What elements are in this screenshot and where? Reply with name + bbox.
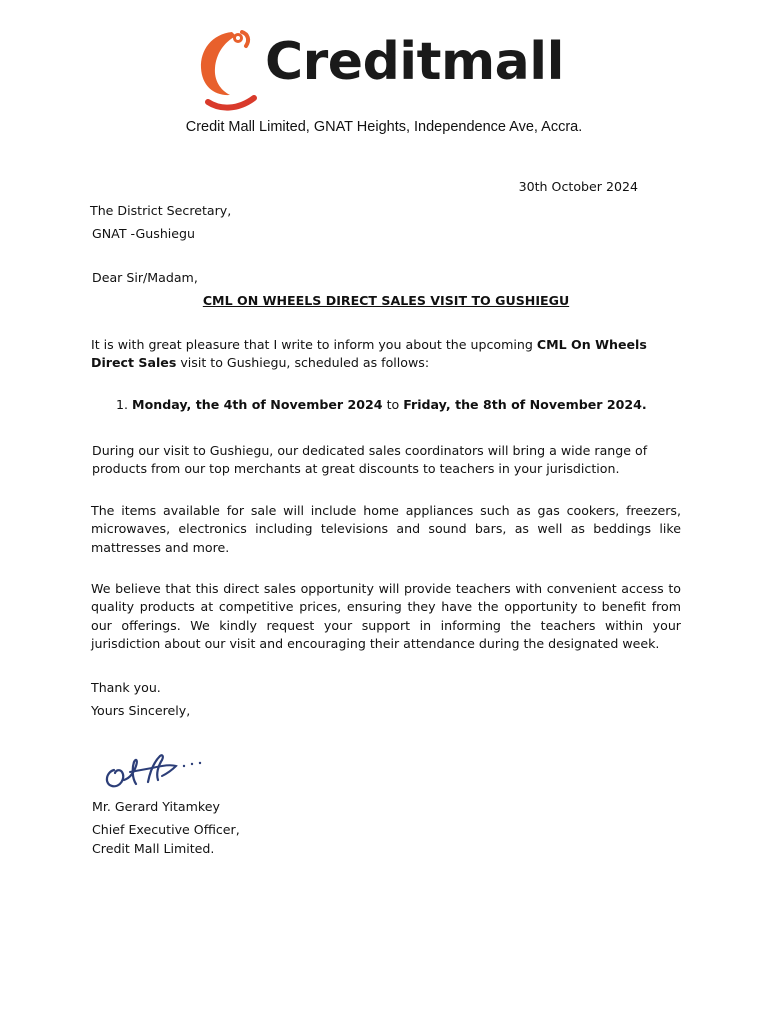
creditmall-logo-icon bbox=[198, 28, 260, 116]
company-logo bbox=[198, 28, 578, 116]
signature-dot-3 bbox=[199, 762, 201, 764]
schedule-item bbox=[116, 396, 647, 414]
intro-text-end: visit to Gushiegu, scheduled as follows: bbox=[176, 355, 430, 371]
intro-program-name: CML On Wheels Direct Sales bbox=[91, 337, 647, 371]
intro-text-start: It is with great pleasure that I write to inform you about the upcoming bbox=[91, 337, 537, 352]
handwritten-signature bbox=[100, 748, 210, 794]
company-address: Credit Mall Limited, GNAT Heights, Independence Ave, Accra. bbox=[185, 119, 583, 135]
letter-date: 30th October 2024 bbox=[518, 179, 638, 194]
signature-dot-2 bbox=[191, 763, 193, 765]
logo-hook-shape bbox=[242, 32, 248, 46]
recipient-title: The District Secretary, bbox=[90, 203, 232, 218]
signer-title: Chief Executive Officer, bbox=[92, 822, 240, 837]
belief-paragraph: We believe that this direct sales opportunity will provide teachers with convenient access to quality products at competitive prices, ensuring they have the opportunity to benefit from our offerings. We kindly request your support in informing the teachers within your jurisdiction about our visit and encouraging their attendance during the designated week. bbox=[91, 581, 681, 652]
intro-paragraph bbox=[91, 336, 681, 373]
visit-paragraph: During our visit to Gushiegu, our dedicated sales coordinators will bring a wide range of products from our top merchants at great discounts to teachers in your jurisdiction. bbox=[92, 443, 648, 477]
logo-crescent-shape bbox=[201, 32, 236, 95]
signature-stroke-5 bbox=[152, 765, 176, 776]
closing-line: Yours Sincerely, bbox=[91, 703, 191, 718]
letter-subject: CML ON WHEELS DIRECT SALES VISIT TO GUSHIEGU bbox=[202, 293, 570, 308]
signer-name: Mr. Gerard Yitamkey bbox=[92, 799, 220, 814]
schedule-number: 1. bbox=[116, 397, 129, 412]
salutation: Dear Sir/Madam, bbox=[92, 270, 198, 285]
schedule-connector: to bbox=[382, 397, 404, 412]
brand-wordmark: Creditmall bbox=[265, 32, 564, 92]
signature-dot-1 bbox=[183, 765, 185, 767]
thank-you-line: Thank you. bbox=[91, 680, 161, 695]
logo-dot-inner-shape bbox=[236, 36, 240, 40]
signature-stroke-1 bbox=[107, 770, 123, 786]
schedule-start-date: Monday, the 4th of November 2024 bbox=[132, 397, 383, 412]
recipient-organization: GNAT -Gushiegu bbox=[92, 226, 196, 241]
logo-smile-shape bbox=[208, 98, 254, 108]
schedule-end-date: Friday, the 8th of November 2024. bbox=[403, 397, 647, 412]
signer-company: Credit Mall Limited. bbox=[92, 841, 215, 856]
items-paragraph: The items available for sale will include home appliances such as gas cookers, freezers, microwaves, electronics including televisions and sound bars, as well as beddings like mattresses and more. bbox=[91, 503, 681, 555]
